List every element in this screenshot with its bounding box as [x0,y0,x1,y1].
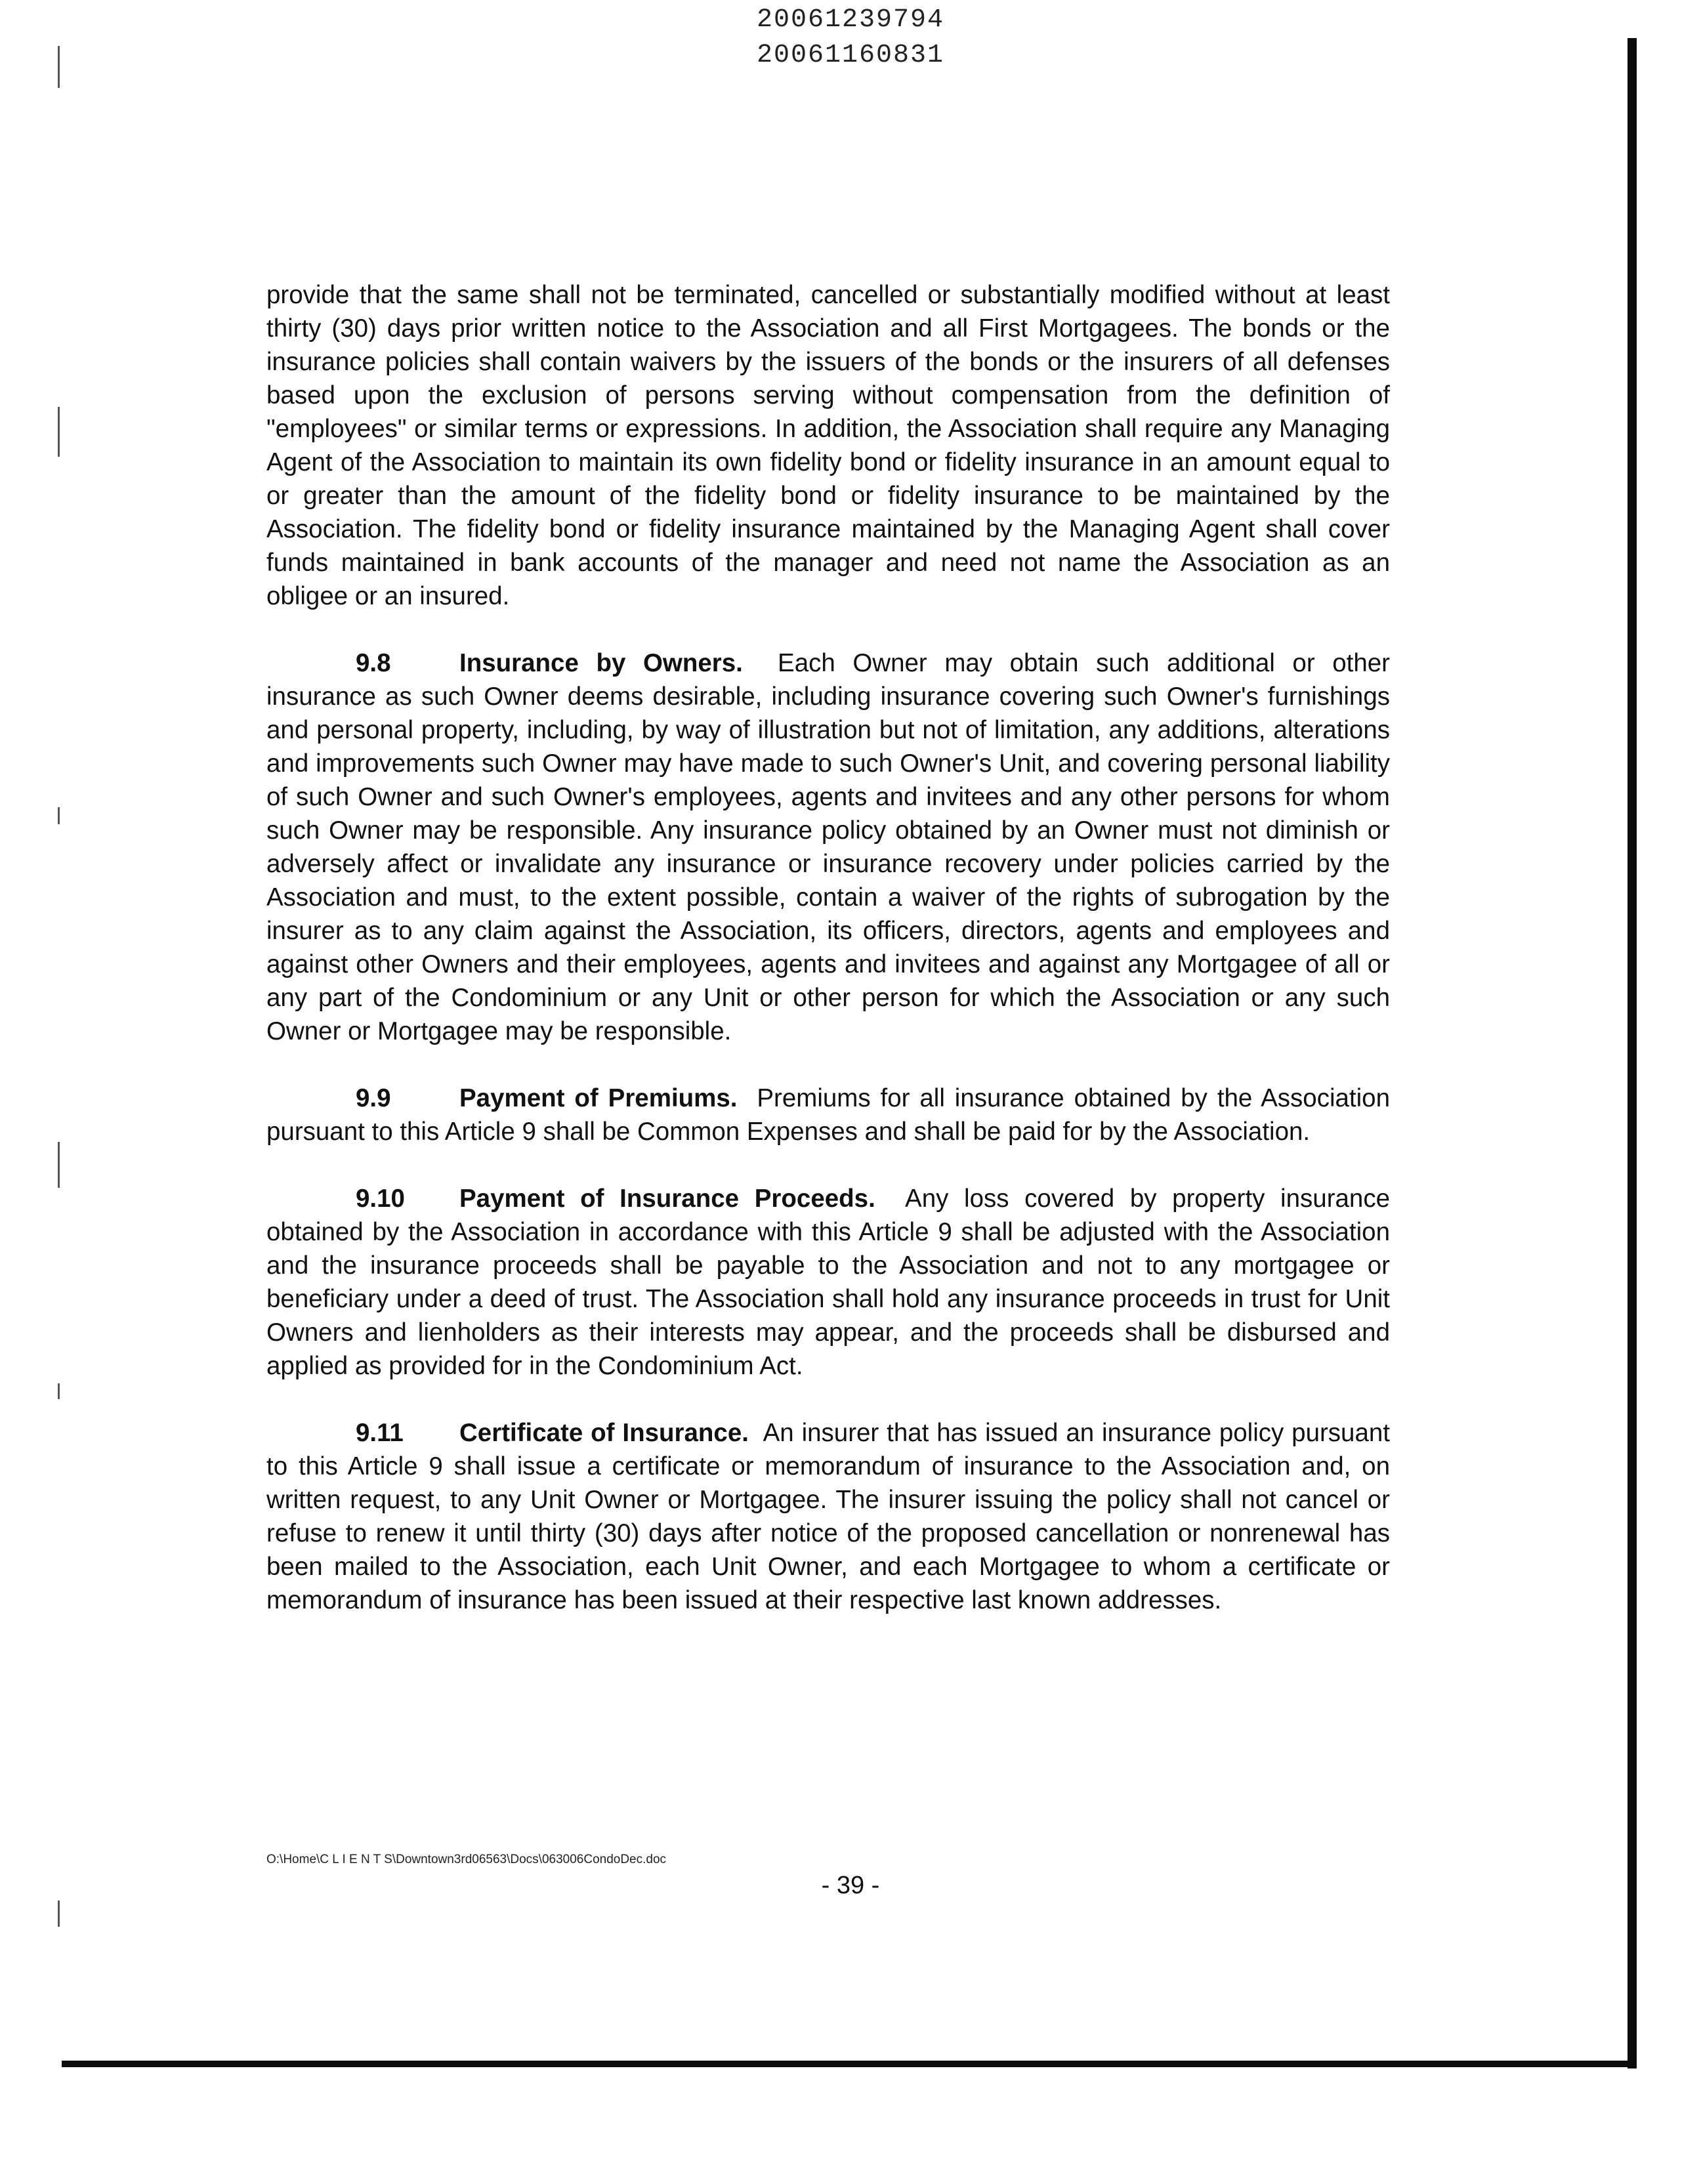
scan-margin-mark [58,46,60,88]
section-number: 9.10 [356,1185,405,1213]
section-text: Each Owner may obtain such additional or other insurance as such Owner deems desirable, including insurance covering such Owner's furnishings and personal property, including, by way of illustration but not of limitation, any additions, alterations and improvements such Owner may have made to such Owner's Unit, and covering personal liability of such Owner and such Owner's employees, agents and invitees and any other persons for whom such Owner may be responsible. Any insurance policy obtained by an Owner must not diminish or adversely affect or invalidate any insurance or insurance recovery under policies carried by the Association and must, to the extent possible, contain a waiver of the rights of subrogation by the insurer as to any claim against the Association, its officers, directors, agents and employees and against other Owners and their employees, agents and invitees and against any Mortgagee of all or any part of the Condominium or any Unit or other person for which the Association or any such Owner or Mortgagee may be responsible. [266,649,1390,1045]
section-9-11 [266,1416,1390,1617]
section-9-10 [266,1182,1390,1383]
section-title: Certificate of Insurance. [459,1419,749,1447]
scan-margin-mark [58,1383,60,1399]
recording-number-2: 20061160831 [756,41,945,70]
section-9-9 [266,1082,1390,1148]
footer-file-path: O:\Home\C L I E N T S\Downtown3rd06563\Docs\063006CondoDec.doc [266,1853,667,1866]
scan-margin-mark [58,407,60,457]
section-title: Insurance by Owners. [459,649,743,677]
section-9-8 [266,646,1390,1048]
section-text: An insurer that has issued an insurance policy pursuant to this Article 9 shall issue a certificate or memorandum of insurance to the Association and, on written request, to any Unit Owner or Mortgagee. The insurer issuing the policy shall not cancel or refuse to renew it until thirty (30) days after notice of the proposed cancellation or nonrenewal has been mailed to the Association, each Unit Owner, and each Mortgagee to whom a certificate or memorandum of insurance has been issued at their respective last known addresses. [266,1419,1390,1614]
section-number: 9.11 [356,1419,404,1447]
document-numbers [0,3,1701,74]
page-bottom-border [62,2061,1637,2067]
scan-margin-mark [58,1900,60,1927]
scan-margin-mark [58,807,60,824]
section-number: 9.8 [356,649,391,677]
recording-number-1: 20061239794 [756,5,945,35]
page-number: - 39 - [821,1872,880,1899]
section-number: 9.9 [356,1084,391,1112]
section-title: Payment of Insurance Proceeds. [459,1185,875,1213]
scan-margin-mark [58,1142,60,1188]
section-text: Premiums for all insurance obtained by the Association pursuant to this Article 9 shall be Common Expenses and shall be paid for by the Association. [266,1084,1391,1146]
continued-paragraph: provide that the same shall not be terminated, cancelled or substantially modified without at least thirty (30) days prior written notice to the Association and all First Mortgagees. The bonds or the insurance policies shall contain waivers by the issuers of the bonds or the insurers of all defenses based upon the exclusion of persons serving without compensation from the definition of "employees" or similar terms or expressions. In addition, the Association shall require any Managing Agent of the Association to maintain its own fidelity bond or fidelity insurance in an amount equal to or greater than the amount of the fidelity bond or fidelity insurance to be maintained by the Association. The fidelity bond or fidelity insurance maintained by the Managing Agent shall cover funds maintained in bank accounts of the manager and need not name the Association as an obligee or an insured. [266,281,1390,610]
document-body [266,278,1390,1650]
section-text: Any loss covered by property insurance obtained by the Association in accordance with this Article 9 shall be adjusted with the Association and the insurance proceeds shall be payable to the Association and not to any mortgagee or beneficiary under a deed of trust. The Association shall hold any insurance proceeds in trust for Unit Owners and lienholders as their interests may appear, and the proceeds shall be disbursed and applied as provided for in the Condominium Act. [266,1185,1390,1380]
page-right-border [1628,38,1637,2068]
section-title: Payment of Premiums. [459,1084,738,1112]
